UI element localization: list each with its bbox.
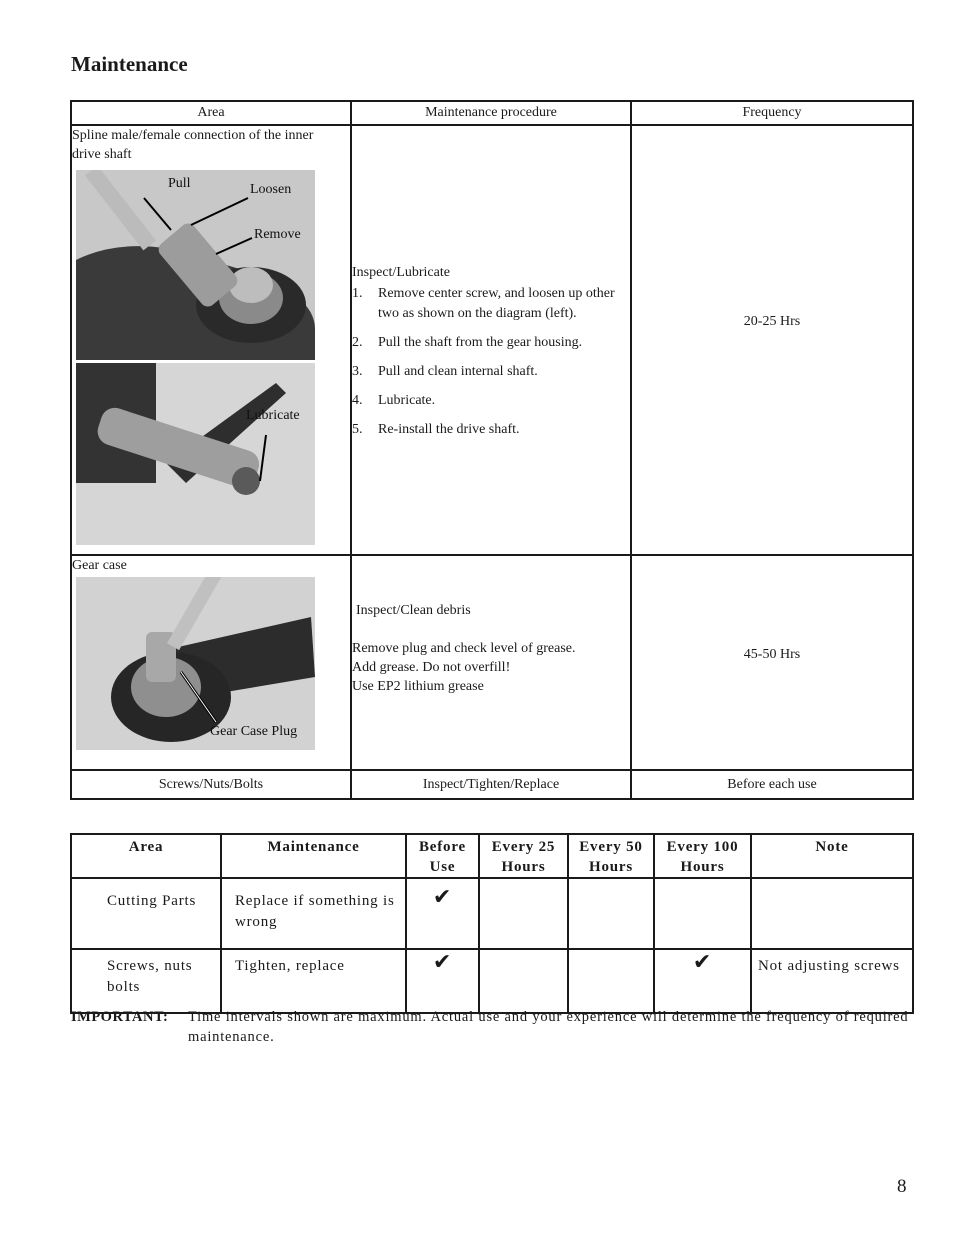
list-item: 1. Remove center screw, and loosen up other two as shown on the diagram (left). bbox=[352, 286, 615, 321]
important-text: Time intervals shown are maximum. Actual use and your experience will determine the frequency of required maintenance. bbox=[188, 1009, 909, 1045]
table-row-drive-shaft bbox=[71, 125, 913, 555]
header-maintenance: Maintenance bbox=[221, 834, 406, 878]
lubricate-photo bbox=[76, 363, 315, 545]
list-item: 3. Pull and clean internal shaft. bbox=[352, 364, 538, 379]
list-item: 4. Lubricate. bbox=[352, 393, 436, 408]
check-icon: ✔ bbox=[406, 878, 479, 949]
list-item: 5. Re-install the drive shaft. bbox=[352, 422, 520, 437]
table-header-row bbox=[71, 101, 913, 125]
important-notice bbox=[71, 1007, 913, 1047]
page-number: 8 bbox=[897, 1176, 907, 1197]
header-every-25: Every 25 Hours bbox=[479, 834, 568, 878]
callout-loosen: Loosen bbox=[250, 182, 292, 197]
cell-maintenance: Replace if something is wrong bbox=[221, 878, 406, 949]
gear-case-photo bbox=[76, 577, 315, 750]
table-row bbox=[71, 878, 913, 949]
header-every-50: Every 50 Hours bbox=[568, 834, 654, 878]
cell-every-50 bbox=[568, 878, 654, 949]
header-every-100: Every 100 Hours bbox=[654, 834, 751, 878]
maintenance-schedule-table bbox=[70, 833, 914, 1014]
callout-pull: Pull bbox=[168, 176, 191, 191]
cell-every-25 bbox=[479, 878, 568, 949]
procedure-cell-gear-case bbox=[351, 555, 631, 770]
maintenance-procedure-table bbox=[70, 100, 914, 800]
table-header-row bbox=[71, 834, 913, 878]
frequency-cell-gear-case: 45-50 Hrs bbox=[631, 555, 913, 770]
cell-note: Not adjusting screws bbox=[751, 949, 913, 1013]
header-before-use: Before Use bbox=[406, 834, 479, 878]
table-row-gear-case bbox=[71, 555, 913, 770]
procedure-cell-drive-shaft bbox=[351, 125, 631, 555]
area-cell-screws: Screws/Nuts/Bolts bbox=[71, 770, 351, 799]
drive-shaft-photo bbox=[76, 170, 315, 360]
procedure-title-gear-case: Inspect/Clean debris bbox=[356, 603, 471, 618]
cell-area: Cutting Parts bbox=[71, 878, 221, 949]
frequency-cell-screws: Before each use bbox=[631, 770, 913, 799]
page-title: Maintenance bbox=[71, 52, 188, 76]
header-frequency: Frequency bbox=[631, 101, 913, 125]
header-procedure: Maintenance procedure bbox=[351, 101, 631, 125]
frequency-cell-drive-shaft: 20-25 Hrs bbox=[631, 125, 913, 555]
procedure-line: Use EP2 lithium grease bbox=[352, 679, 484, 694]
cell-note bbox=[751, 878, 913, 949]
cell-area: Screws, nuts bolts bbox=[71, 949, 221, 1013]
area-text-gear-case: Gear case bbox=[72, 558, 127, 573]
table-row bbox=[71, 949, 913, 1013]
cell-every-25 bbox=[479, 949, 568, 1013]
check-icon: ✔ bbox=[654, 949, 751, 1013]
header-note: Note bbox=[751, 834, 913, 878]
procedure-line: Add grease. Do not overfill! bbox=[352, 660, 511, 675]
cell-every-50 bbox=[568, 949, 654, 1013]
header-area: Area bbox=[71, 101, 351, 125]
callout-remove: Remove bbox=[254, 227, 301, 242]
check-icon: ✔ bbox=[406, 949, 479, 1013]
cell-maintenance: Tighten, replace bbox=[221, 949, 406, 1013]
area-text-drive-shaft: Spline male/female connection of the inner drive shaft bbox=[72, 128, 314, 162]
procedure-cell-screws: Inspect/Tighten/Replace bbox=[351, 770, 631, 799]
procedure-steps bbox=[352, 284, 630, 440]
callout-gear-case-plug: Gear Case Plug bbox=[210, 724, 298, 739]
area-cell-gear-case bbox=[71, 555, 351, 770]
table-row-screws bbox=[71, 770, 913, 799]
cell-every-100 bbox=[654, 878, 751, 949]
important-label: IMPORTANT: bbox=[71, 1009, 169, 1025]
procedure-title-drive-shaft: Inspect/Lubricate bbox=[352, 265, 450, 280]
list-item: 2. Pull the shaft from the gear housing. bbox=[352, 335, 583, 350]
header-area: Area bbox=[71, 834, 221, 878]
procedure-line: Remove plug and check level of grease. bbox=[352, 641, 576, 656]
area-cell-drive-shaft bbox=[71, 125, 351, 555]
callout-lubricate: Lubricate bbox=[246, 408, 300, 423]
